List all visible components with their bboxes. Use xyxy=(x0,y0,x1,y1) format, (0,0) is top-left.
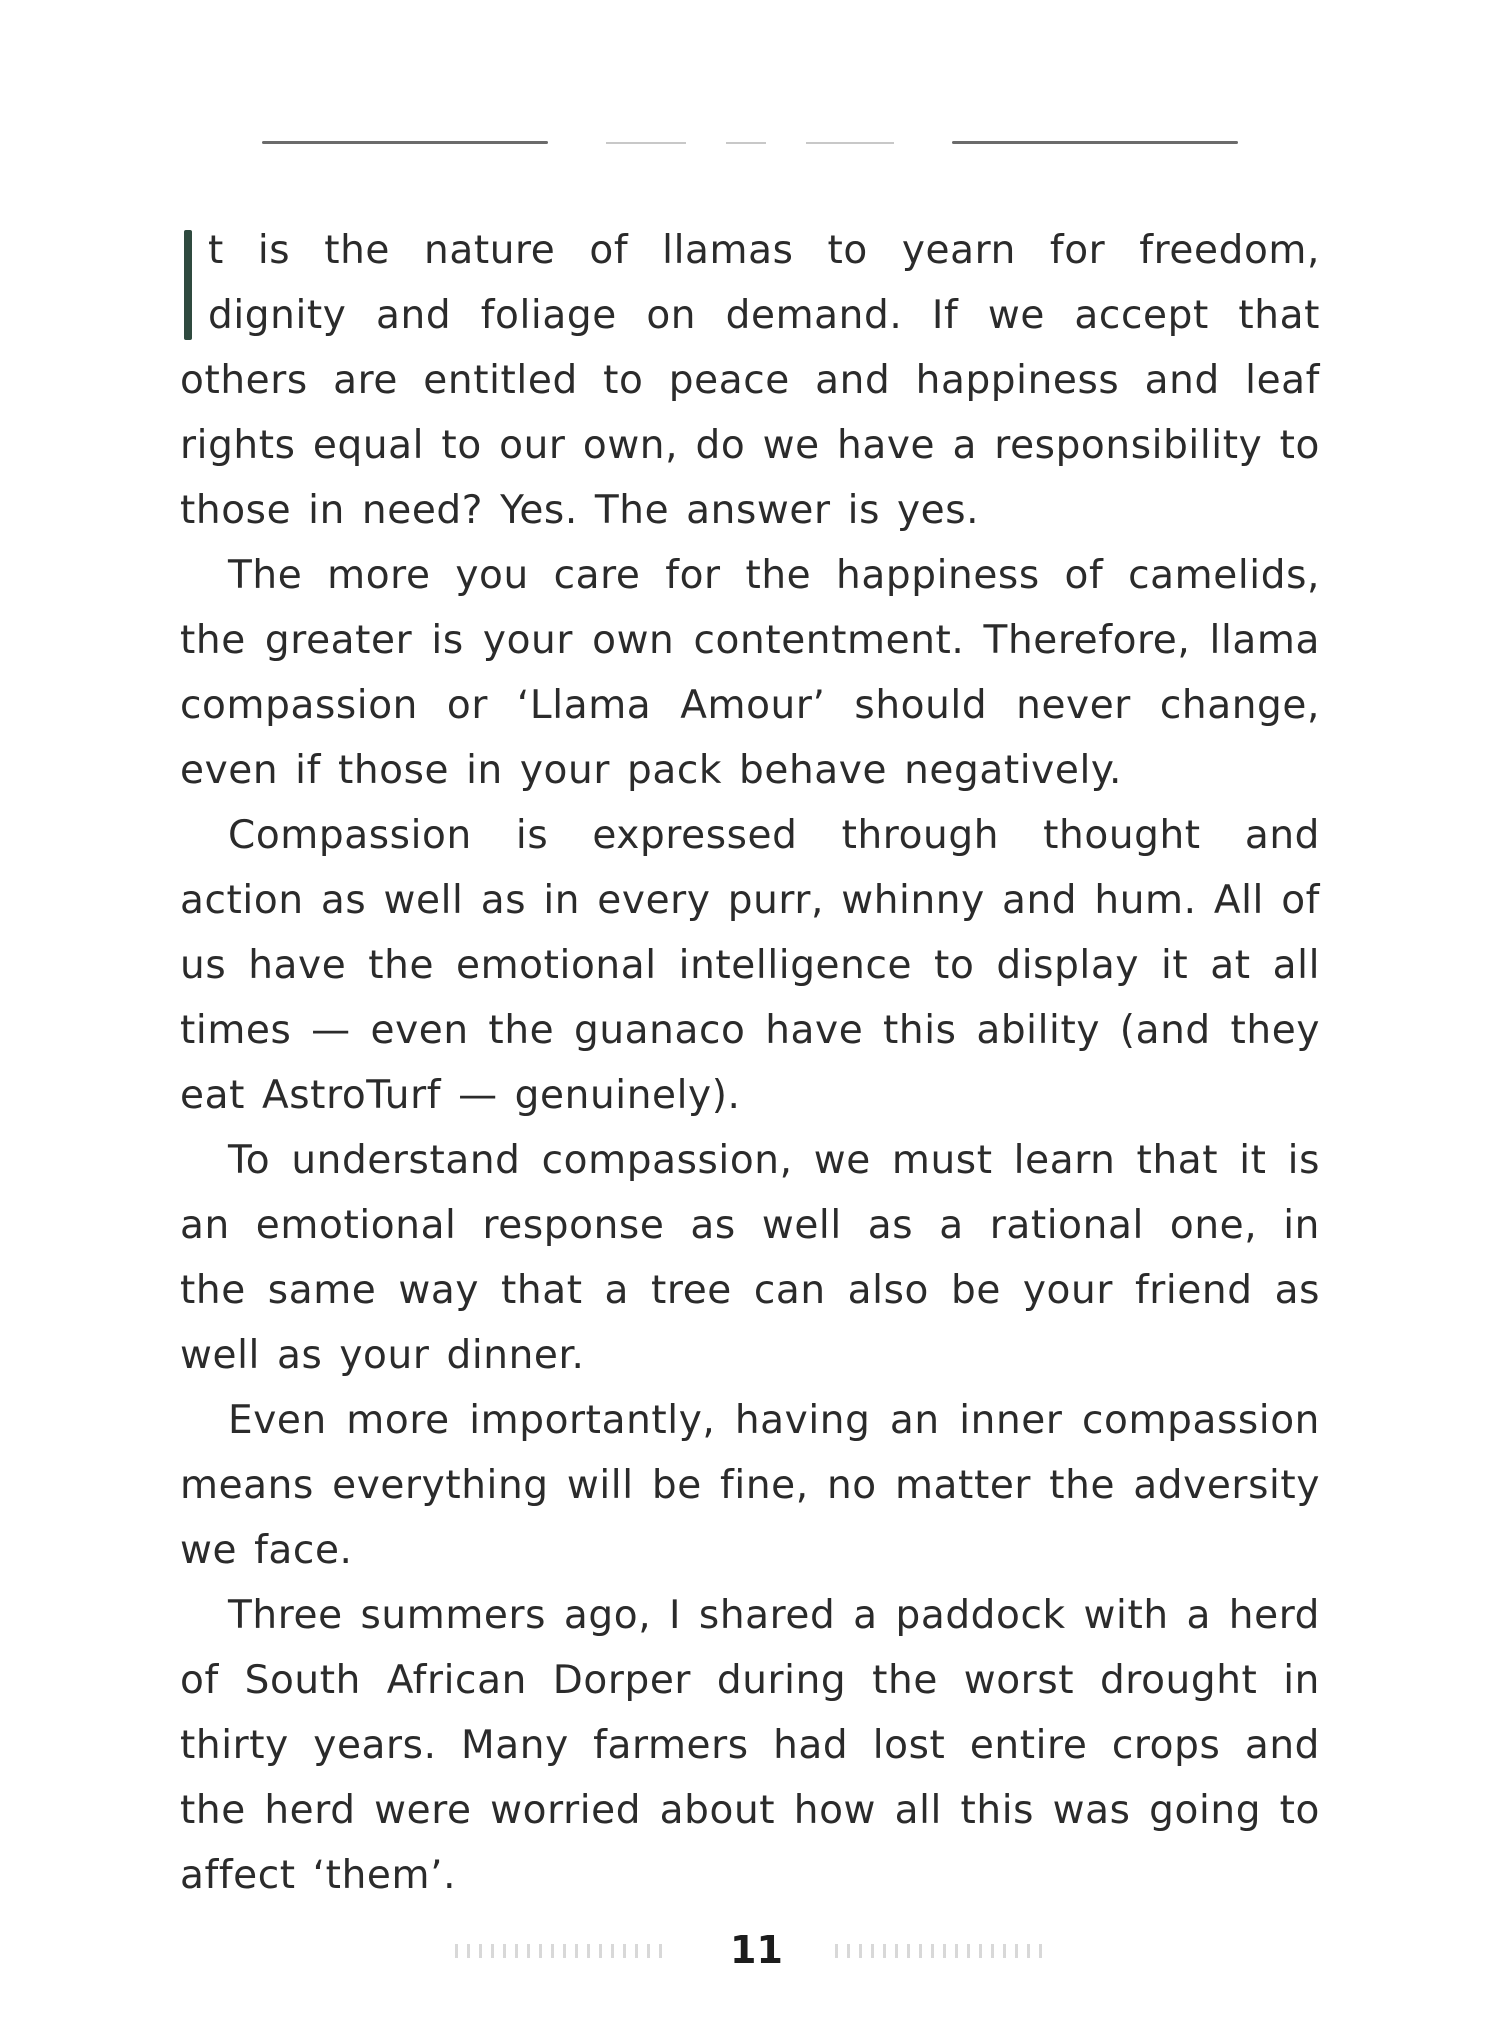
footer-ornament-right xyxy=(835,1944,1045,1958)
page-footer xyxy=(0,1930,1500,1970)
rule-right-segment xyxy=(952,141,1238,144)
footer-ornament-left xyxy=(455,1944,665,1958)
body-text xyxy=(180,218,1320,1908)
paragraph-4: To understand compassion, we must learn that it is an emotional response as well as a rational one, in the same way that a tree can also be your friend as well as your dinner. xyxy=(180,1138,1320,1378)
paragraph-1 xyxy=(180,218,1320,543)
rule-ornament xyxy=(606,137,894,149)
top-decorative-rule xyxy=(262,137,1238,149)
paragraph-2: The more you care for the happiness of camelids, the greater is your own contentment. Therefore, llama compassion or ‘Llama Amour’ should never change, even if those in your pack behave negatively. xyxy=(180,553,1320,793)
rule-left-segment xyxy=(262,141,548,144)
page-number: 11 xyxy=(730,1928,783,1972)
drop-cap-i xyxy=(184,230,192,340)
paragraph-3: Compassion is expressed through thought and action as well as in every purr, whinny and hum. All of us have the emotional intelligence to display it at all times — even the guanaco have this ability (and they eat AstroTurf — genuinely). xyxy=(180,813,1320,1118)
paragraph-5: Even more importantly, having an inner compassion means everything will be fine, no matter the adversity we face. xyxy=(180,1398,1320,1573)
paragraph-6: Three summers ago, I shared a paddock with a herd of South African Dorper during the worst drought in thirty years. Many farmers had lost entire crops and the herd were worried about how all this was going to affect ‘them’. xyxy=(180,1593,1320,1898)
paragraph-1-text: t is the nature of llamas to yearn for freedom, dignity and foliage on demand. If we accept that others are entitled to peace and happiness and leaf rights equal to our own, do we have a responsibility to those in need? Yes. The answer is yes. xyxy=(180,228,1320,533)
